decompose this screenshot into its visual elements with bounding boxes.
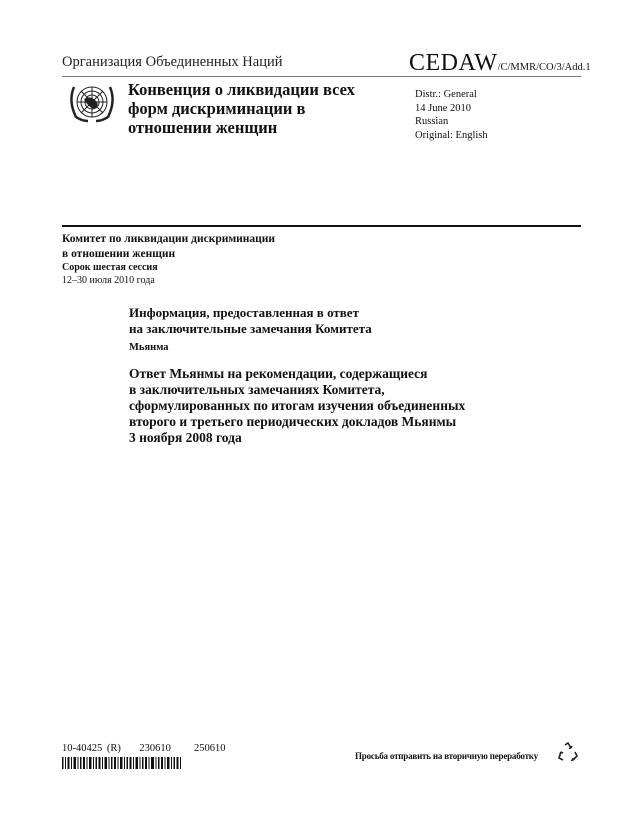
convention-title-line: отношении женщин: [128, 118, 278, 137]
session-info: [62, 262, 158, 287]
info-line: на заключительные замечания Комитета: [129, 321, 372, 336]
convention-title-line: Конвенция о ликвидации всех: [128, 80, 355, 99]
job-date-2: 250610: [194, 743, 226, 754]
job-number-line: [62, 743, 226, 754]
symbol-main: CEDAW: [409, 50, 498, 76]
organization-name: Организация Объединенных Наций: [62, 54, 283, 70]
barcode-icon: [62, 757, 202, 769]
session-name: Сорок шестая сессия: [62, 262, 158, 273]
committee-line: Комитет по ликвидации дискриминации: [62, 233, 276, 245]
section-rule: [62, 225, 581, 227]
session-dates: 12–30 июля 2010 года: [62, 274, 155, 286]
country-name: Мьянма: [129, 342, 169, 353]
recycle-notice: Просьба отправить на вторичную переработку: [355, 751, 538, 761]
symbol-suffix: /C/MMR/CO/3/Add.1: [497, 62, 591, 73]
response-line: сформулированных по итогам изучения объединенных: [129, 398, 466, 413]
convention-title-line: форм дискриминации в: [128, 99, 306, 118]
distr-status: Distr.: General: [415, 89, 477, 100]
job-date-1: 230610: [139, 743, 171, 754]
recycle-icon: [557, 741, 579, 763]
distr-language: Russian: [415, 116, 449, 127]
response-title: [129, 366, 465, 446]
committee-name: [62, 232, 275, 262]
job-number: 10-40425 (R): [62, 743, 121, 754]
response-line: 3 ноября 2008 года: [129, 430, 242, 445]
convention-title: [128, 80, 388, 137]
response-line: Ответ Мьянмы на рекомендации, содержащиеся: [129, 366, 428, 381]
distr-date: 14 June 2010: [415, 102, 471, 114]
info-line: Информация, предоставленная в ответ: [129, 305, 359, 320]
info-heading: [129, 305, 372, 337]
response-line: в заключительных замечаниях Комитета,: [129, 382, 385, 397]
response-line: второго и третьего периодических докладов Мьянмы: [129, 414, 457, 429]
un-emblem-icon: [64, 79, 120, 125]
document-symbol: [409, 50, 591, 77]
header-rule: [62, 76, 581, 77]
distribution-block: [415, 88, 488, 142]
distr-original: Original: English: [415, 129, 488, 141]
committee-line: в отношении женщин: [62, 248, 176, 260]
